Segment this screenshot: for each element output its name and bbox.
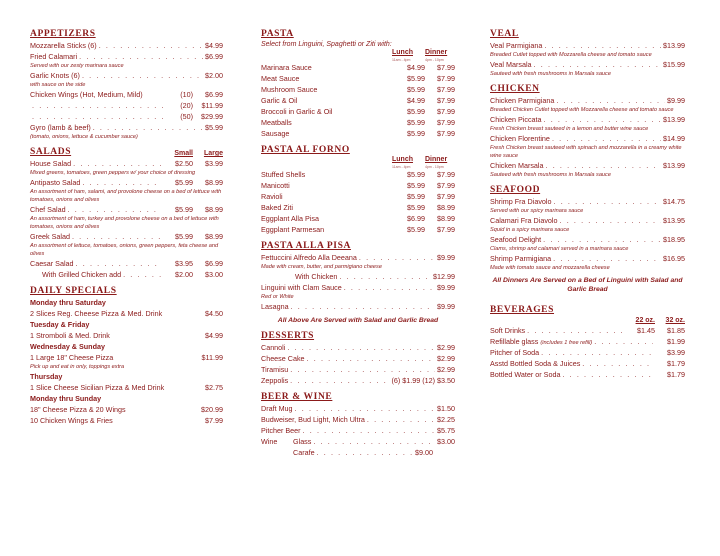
menu-item: Bottled Water or Soda . . . $1.79: [490, 369, 685, 380]
col-large: Large: [203, 150, 223, 157]
menu-item: Soft Drinks . . . $1.45 $1.85: [490, 325, 685, 336]
menu-item: Chicken Piccata . . . $13.99: [490, 114, 685, 125]
dinner-hours: 4pm - 10pm: [425, 58, 444, 62]
menu-item: Meatballs $5.99 $7.99: [261, 118, 455, 127]
col-32oz: 32 oz.: [665, 317, 685, 324]
menu-item: Pitcher of Soda . . . $3.99: [490, 347, 685, 358]
menu-item: Chef Salad . . . $5.99 $8.99: [30, 204, 223, 215]
item-note: Sauteed with fresh mushrooms in Marsala sauce: [490, 172, 611, 178]
item-note: An assortment of ham, salami, and provolone cheese on a bed of lettuce with tomatoes, onions and olives: [30, 189, 222, 203]
pasta-subtitle: Select from Linguini, Spaghetti or Ziti with:: [261, 41, 392, 48]
menu-item: Wine Glass . . . $3.00: [261, 436, 455, 447]
menu-item: Antipasto Salad . . . $5.99 $8.99: [30, 177, 223, 188]
menu-item: Lasagna . . . $9.99: [261, 301, 455, 312]
item-note: Breaded Cutlet topped with Mozzarella cheese and tomato sauce: [490, 52, 652, 58]
menu-item: Marinara Sauce $4.99 $7.99: [261, 63, 455, 72]
item-note: Clams, shrimp and calamari served in a marinara sauce: [490, 246, 629, 252]
menu-item: Chicken Parmigiana . . . $9.99: [490, 95, 685, 106]
menu-item: Zeppolis . . . (6) $1.99 (12) $3.50: [261, 375, 455, 386]
menu-item: Budweiser, Bud Light, Mich Ultra . . . $2.25: [261, 414, 455, 425]
menu-item: Garlic & Oil $4.99 $7.99: [261, 96, 455, 105]
item-note: Served with our spicy marinara sauce: [490, 208, 584, 214]
section-title-daily-specials: DAILY SPECIALS: [30, 286, 117, 296]
item-note: Made with cream, butter, and parmigiano cheese: [261, 264, 382, 270]
section-title-pasta-alla-pisa: PASTA ALLA PISA: [261, 241, 351, 251]
menu-item: . . . (50) $29.99: [30, 111, 223, 122]
menu-item: Cheese Cake . . . $2.99: [261, 353, 455, 364]
menu-item: Chicken Wings (Hot, Medium, Mild) (10) $6.99: [30, 90, 223, 99]
menu-item: Sausage $5.99 $7.99: [261, 129, 455, 138]
item-note: Served with our zesty marinara sauce: [30, 63, 124, 69]
col-lunch: Lunch: [392, 49, 413, 56]
menu-item: House Salad . . . $2.50 $3.99: [30, 158, 223, 169]
menu-item: Mushroom Sauce $5.99 $7.99: [261, 85, 455, 94]
menu-item: Shrimp Parmigiana . . . $16.95: [490, 253, 685, 264]
menu-item: Eggplant Parmesan $5.99 $7.99: [261, 225, 455, 234]
special-days: Monday thru Sunday: [30, 394, 102, 403]
menu-item: 1 Slice Cheese Sicilian Pizza & Med Drink $2.75: [30, 383, 223, 392]
item-note: An assortment of lettuce, tomatoes, onions, green peppers, feta cheese and olives: [30, 243, 219, 257]
menu-column-middle: [261, 28, 455, 458]
menu-item: Manicotti $5.99 $7.99: [261, 181, 455, 190]
menu-item: Seafood Delight . . . $18.95: [490, 234, 685, 245]
col-lunch: Lunch: [392, 156, 413, 163]
menu-item: Calamari Fra Diavolo . . . $13.95: [490, 215, 685, 226]
menu-item: Tiramisu . . . $2.99: [261, 364, 455, 375]
menu-item: Pitcher Beer . . . $5.75: [261, 425, 455, 436]
special-days: Thursday: [30, 372, 63, 381]
item-note: Squid in a spicy marinara sauce: [490, 227, 570, 233]
menu-item: 1 Large 18" Cheese Pizza $11.99: [30, 353, 223, 362]
menu-item: Chicken Marsala . . . $13.99: [490, 160, 685, 171]
menu-item: Broccoli in Garlic & Oil $5.99 $7.99: [261, 107, 455, 116]
menu-item: With Chicken . . . $12.99: [261, 271, 455, 282]
col-dinner: Dinner: [425, 156, 448, 163]
special-days: Monday thru Saturday: [30, 298, 106, 307]
section-title-beer-wine: BEER & WINE: [261, 392, 333, 402]
item-note: Fresh Chicken breast sauteed in a lemon and butter wine sauce: [490, 126, 649, 132]
price-header: [261, 49, 455, 62]
dinner-hours: 4pm - 10pm: [425, 165, 444, 169]
item-note: An assortment of ham, turkey and provolone cheese on a bed of lettuce with tomatoes, onions and olives: [30, 216, 219, 230]
menu-item: 10 Chicken Wings & Fries $7.99: [30, 416, 223, 425]
menu-item: Caesar Salad . . . $3.95 $6.99: [30, 258, 223, 269]
menu-item: Linguini with Clam Sauce . . . $9.99: [261, 282, 455, 293]
menu-item: Meat Sauce $5.99 $7.99: [261, 74, 455, 83]
menu-item: Refillable glass (includes 1 free refill) . . . $1.99: [490, 336, 685, 347]
menu-item: Fried Calamari . . . $6.99: [30, 51, 223, 62]
menu-item: 2 Slices Reg. Cheese Pizza & Med. Drink $4.50: [30, 309, 223, 318]
lunch-hours: 11am - 4pm: [392, 58, 411, 62]
col-dinner: Dinner: [425, 49, 448, 56]
section-title-salads: SALADS: [30, 147, 72, 157]
lunch-hours: 11am - 4pm: [392, 165, 411, 169]
menu-item: Asstd Bottled Soda & Juices . . . $1.79: [490, 358, 685, 369]
section-title-pasta: PASTA: [261, 29, 294, 39]
col-22oz: 22 oz.: [635, 317, 655, 324]
section-title-desserts: DESSERTS: [261, 331, 315, 341]
item-note: Mixed greens, tomatoes, green peppers w/ your choice of dressing: [30, 170, 196, 176]
menu-item: Draft Mug . . . $1.50: [261, 403, 455, 414]
item-note: Fresh Chicken breast sauteed with spinach and mozzarella in a creamy white wine sauce: [490, 145, 682, 159]
menu-item: Cannoli . . . $2.99: [261, 342, 455, 353]
item-note: (tomato, onions, lettuce & cucumber sauce): [30, 134, 138, 140]
item-note: Red or White: [261, 294, 294, 300]
section-title-veal: VEAL: [490, 29, 519, 39]
section-title-beverages: BEVERAGES: [490, 305, 555, 315]
dinner-footer-note: All Dinners Are Served on a Bed of Linguini with Salad and Garlic Bread: [492, 277, 683, 293]
col-small: Small: [174, 150, 193, 157]
price-header: [261, 156, 455, 169]
menu-item: Veal Marsala . . . $15.99: [490, 59, 685, 70]
item-note: Made with tomato sauce and mozzarella cheese: [490, 265, 610, 271]
menu-item: Greek Salad . . . $5.99 $8.99: [30, 231, 223, 242]
item-note: Pick up and eat in only, toppings extra: [30, 364, 125, 370]
menu-item: Garlic Knots (6) . . . $2.00: [30, 70, 223, 81]
menu-column-left: [30, 28, 223, 426]
menu-item: Stuffed Shells $5.99 $7.99: [261, 170, 455, 179]
menu-item: Gyro (lamb & beef) . . . $5.99: [30, 122, 223, 133]
item-note: with sauce on the side: [30, 82, 86, 88]
menu-column-right: [490, 28, 685, 380]
section-title-appetizers: APPETIZERS: [30, 29, 96, 39]
menu-item: 1 Stromboli & Med. Drink $4.99: [30, 331, 223, 340]
special-days: Tuesday & Friday: [30, 320, 90, 329]
menu-item: Eggplant Alla Pisa $6.99 $8.99: [261, 214, 455, 223]
salads-header: [30, 141, 223, 158]
item-note: Breaded Chicken Cutlet topped with Mozzarella cheese and tomato sauce: [490, 107, 674, 113]
pasta-footer-note: All Above Are Served with Salad and Garlic Bread: [277, 317, 439, 324]
section-title-pasta-al-forno: PASTA AL FORNO: [261, 145, 350, 155]
menu-item: Mozzarella Sticks (6) . . . $4.99: [30, 40, 223, 51]
section-title-chicken: CHICKEN: [490, 84, 540, 94]
menu-item: Baked Ziti $5.99 $8.99: [261, 203, 455, 212]
menu-item: Veal Parmigiana . . . $13.99: [490, 40, 685, 51]
beverage-size-header: [490, 316, 685, 325]
menu-item: Carafe . . . $9.00: [261, 447, 433, 458]
menu-item: Fettuccini Alfredo Alla Deeana . . . $9.99: [261, 252, 455, 263]
menu-item: Shrimp Fra Diavolo . . . $14.75: [490, 196, 685, 207]
special-days: Wednesday & Sunday: [30, 342, 105, 351]
menu-item: . . . (20) $11.99: [30, 100, 223, 111]
menu-item: Ravioli $5.99 $7.99: [261, 192, 455, 201]
section-title-seafood: SEAFOOD: [490, 185, 541, 195]
item-note: Sauteed with fresh mushrooms in Marsala sauce: [490, 71, 611, 77]
menu-item: Chicken Florentine . . . $14.99: [490, 133, 685, 144]
menu-item: 18" Cheese Pizza & 20 Wings $20.99: [30, 405, 223, 414]
menu-item: With Grilled Chicken add . . . $2.00 $3.00: [30, 269, 223, 280]
